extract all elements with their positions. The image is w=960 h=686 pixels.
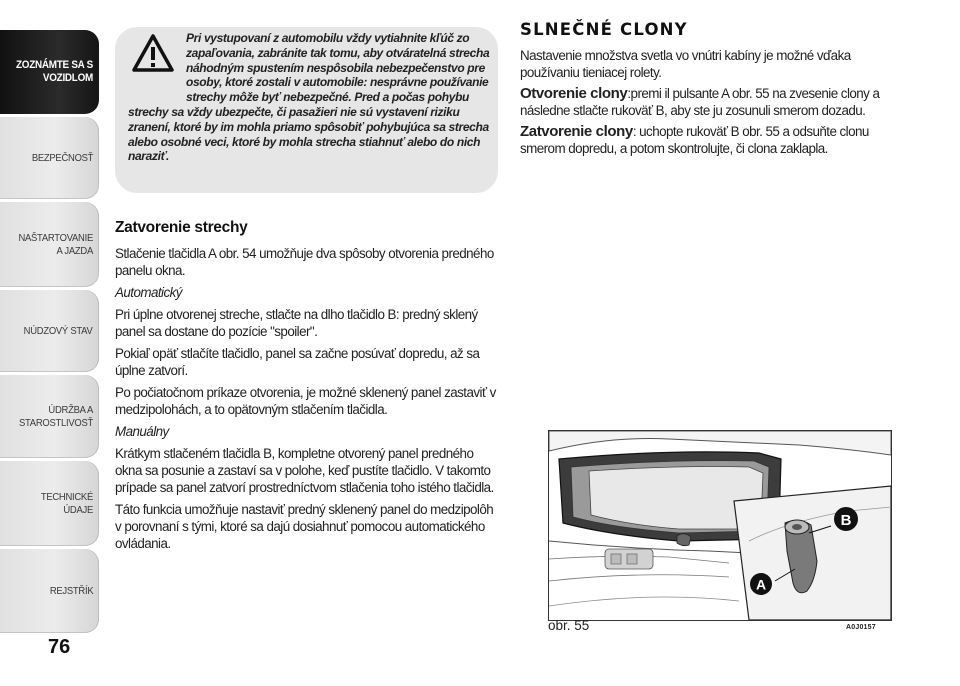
tab-label: REJSTŘÍK bbox=[49, 584, 93, 597]
page-number: 76 bbox=[48, 636, 71, 658]
section-title: SLNEČNÉ CLONY bbox=[520, 20, 688, 39]
tab-nastartovanie-a-jazda[interactable] bbox=[0, 202, 99, 287]
paragraph: Po počiatočnom príkaze otvorenia, je možné sklenený panel zastaviť v medzipolohách, a to opätovným stlačením tlačidla. bbox=[115, 385, 496, 417]
tab-label: ZOZNÁMTE SA S VOZIDLOM bbox=[16, 59, 93, 84]
right-column bbox=[520, 20, 900, 161]
subheading-manual: Manuálny bbox=[115, 424, 169, 439]
figure-code: A0J0157 bbox=[846, 624, 876, 631]
paragraph: Pri úplne otvorenej streche, stlačte na dlho tlačidlo B: predný sklený panel sa dostane do pozície "spoiler". bbox=[115, 307, 478, 339]
tab-label: TECHNICKÉ ÚDAJE bbox=[40, 490, 93, 516]
open-text: :premi il pulsante A obr. 55 na zvesenie clony a následne stlačte rukoväť B, aby ste ju zosunuli smerom dozadu. bbox=[520, 86, 880, 118]
tab-label: NÚDZOVÝ STAV bbox=[24, 324, 93, 337]
callout-a bbox=[750, 573, 772, 595]
tab-udrzba-a-starostlivost[interactable] bbox=[0, 375, 99, 458]
subheading-automatic: Automatický bbox=[115, 285, 182, 300]
section-heading: Zatvorenie strechy bbox=[115, 219, 248, 236]
warning-box bbox=[115, 27, 498, 193]
tab-label: NAŠTARTOVANIE A JAZDA bbox=[18, 231, 93, 257]
tab-technicke-udaje[interactable] bbox=[0, 461, 99, 546]
sunshade-illustration bbox=[548, 430, 892, 621]
callout-b-label: B bbox=[840, 512, 852, 529]
close-label: Zatvorenie clony bbox=[520, 123, 633, 140]
paragraph-close bbox=[520, 123, 900, 157]
paragraph: Stlačenie tlačidla A obr. 54 umožňuje dva spôsoby otvorenia predného panelu okna. bbox=[115, 246, 494, 278]
tab-bezpecnost[interactable] bbox=[0, 117, 99, 199]
left-column bbox=[115, 219, 500, 557]
callout-a-label: A bbox=[755, 576, 767, 593]
tab-label: BEZPEČNOSŤ bbox=[31, 151, 93, 164]
paragraph: Pokiaľ opäť stlačíte tlačidlo, panel sa začne posúvať dopredu, až sa úplne zatvorí. bbox=[115, 346, 480, 378]
paragraph: Táto funkcia umožňuje nastaviť predný sklenený panel do medzipolôh v porovnaní s tými, ktoré sa dajú dosiahnuť pomocou automatického ovládania. bbox=[115, 502, 494, 551]
paragraph: Krátkym stlačeném tlačidla B, kompletne otvorený panel predného okna sa posunie a zastaví sa v polohe, keď pustíte tlačidlo. V takomto prípade sa panel zatvorí prostredníctvom stlačenia toho istého tlačidla. bbox=[115, 446, 494, 495]
tab-rejstrik[interactable] bbox=[0, 549, 99, 633]
callout-b bbox=[834, 507, 858, 531]
paragraph: Nastavenie množstva svetla vo vnútri kabíny je možné vďaka používaniu tieniacej rolety. bbox=[520, 48, 851, 80]
close-text: : uchopte rukoväť B obr. 55 a odsuňte clonu smerom dopredu, a potom skontrolujte, či clona zaklapla. bbox=[520, 124, 869, 156]
open-label: Otvorenie clony bbox=[520, 85, 628, 102]
figure-caption: obr. 55 bbox=[548, 618, 590, 633]
sunshade-drawing bbox=[549, 431, 891, 620]
tab-zoznamte-sa-s-vozidlom[interactable] bbox=[0, 30, 99, 114]
warning-text: Pri vystupovaní z automobilu vždy vytiahnite kľúč zo zapaľovania, zabránite tak tomu, aby otváratelná strecha náhodným spustením nespôsobila nebezpečenstvo pre osoby, ktoré zostali v automobile: nesprávne používanie strechy môže byť nebezpečné. Pred a počas pohybu strechy sa vždy ubezpečte, či pasažieri nie sú vystavení riziku zranení, ktoré by im mohla priamo spôsobiť pohybujúca sa strecha alebo osobné veci, ktoré by mohla strecha stiahnuť alebo do nich naraziť. bbox=[128, 31, 490, 164]
paragraph-open bbox=[520, 85, 900, 119]
tab-nudzovy-stav[interactable] bbox=[0, 290, 99, 372]
tab-label: ÚDRŽBA A STAROSTLIVOSŤ bbox=[18, 403, 93, 429]
